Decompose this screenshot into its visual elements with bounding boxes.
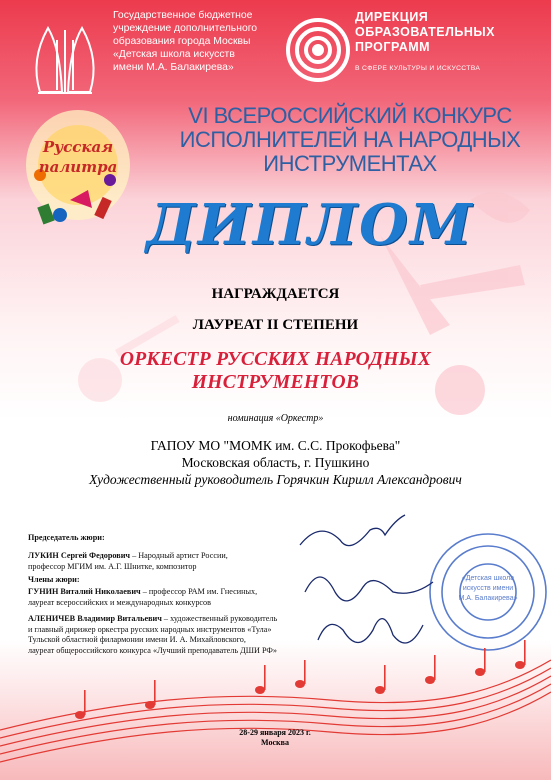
recipient-name (100, 348, 451, 394)
signature-lukin (300, 515, 405, 546)
location: Московская область, г. Пушкино (181, 455, 370, 470)
lyre-logo (36, 28, 93, 93)
logo-text-1: Русская (42, 138, 114, 156)
institution-block (0, 437, 551, 488)
diploma-title: ДИПЛОМ (146, 192, 474, 258)
org-line: «Детская школа искусств (113, 49, 235, 60)
org-line: Государственное бюджетное (113, 10, 253, 21)
signature-alenichev (318, 619, 423, 643)
jury-chair-name: ЛУКИН Сергей Федорович (28, 551, 131, 560)
event-date (200, 728, 350, 748)
org-line: имени М.А. Балакирева» (113, 62, 234, 73)
directorate-line: ОБРАЗОВАТЕЛЬНЫХ (355, 25, 496, 39)
directorate-line: ПРОГРАММ (355, 40, 431, 54)
date-text: 28-29 января 2023 г. (239, 728, 311, 737)
directorate-subtitle: В СФЕРЕ КУЛЬТУРЫ И ИСКУССТВА (355, 65, 481, 72)
jury-members-heading: Члены жюри: (28, 575, 80, 584)
contest-line: ИНСТРУМЕНТАХ (263, 151, 437, 176)
signatures (300, 515, 433, 643)
contest-title (150, 104, 550, 176)
nomination: номинация «Оркестр» (227, 413, 324, 424)
russkaya-palitra-logo (26, 110, 130, 225)
recipient-line: ИНСТРУМЕНТОВ (191, 372, 360, 393)
jury-chair-heading: Председатель жюри: (28, 533, 105, 542)
jury-member-name: АЛЕНИЧЕВ Владимир Витальевич (28, 614, 162, 623)
directorate-logo (288, 20, 348, 80)
directorate-name (355, 10, 535, 76)
stamp-text-2: искусств имени (462, 585, 514, 592)
organization-name (113, 9, 283, 74)
contest-line: ИСПОЛНИТЕЛЕЙ НА НАРОДНЫХ (179, 127, 521, 152)
org-line: образования города Москвы (113, 36, 251, 47)
jury-member-name: ГУНИН Виталий Николаевич (28, 587, 141, 596)
official-stamp (430, 534, 546, 650)
org-line: учреждение дополнительного (113, 23, 258, 34)
jury-member-2: АЛЕНИЧЕВ Владимир Витальевич – художественный руководитель и главный дирижер оркестра русских народных инструментов «Тула» Тульской областной филармонии имени И. А. Михайловского, лауреат общероссийского конкурса «Лучший преподаватель ДШИ РФ» (28, 614, 278, 655)
artistic-director: Художественный руководитель Горячкин Кирилл Александрович (89, 472, 462, 487)
stamp-text-3: М.А. Балакирева» (458, 595, 518, 602)
directorate-line: ДИРЕКЦИЯ (355, 10, 429, 24)
awarded-label: НАГРАЖДАЕТСЯ (211, 286, 340, 302)
laureate-degree: ЛАУРЕАТ II СТЕПЕНИ (192, 317, 359, 333)
city-text: Москва (261, 738, 289, 747)
stamp-text-1: «Детская школа (461, 575, 515, 582)
logo-text-2: палитра (38, 158, 118, 176)
recipient-line: ОРКЕСТР РУССКИХ НАРОДНЫХ (119, 349, 432, 370)
jury-chair: ЛУКИН Сергей Федорович – Народный артист России, профессор МГИМ им. А.Г. Шнитке, композитор (28, 551, 228, 571)
institution-name: ГАПОУ МО "МОМК им. С.С. Прокофьева" (150, 438, 401, 453)
jury-member-1: ГУНИН Виталий Николаевич – профессор РАМ им. Гнесиных, лауреат всероссийских и международных конкурсов (28, 587, 258, 607)
signature-gunin (305, 577, 433, 601)
contest-line: VI ВСЕРОССИЙСКИЙ КОНКУРС (188, 103, 512, 128)
